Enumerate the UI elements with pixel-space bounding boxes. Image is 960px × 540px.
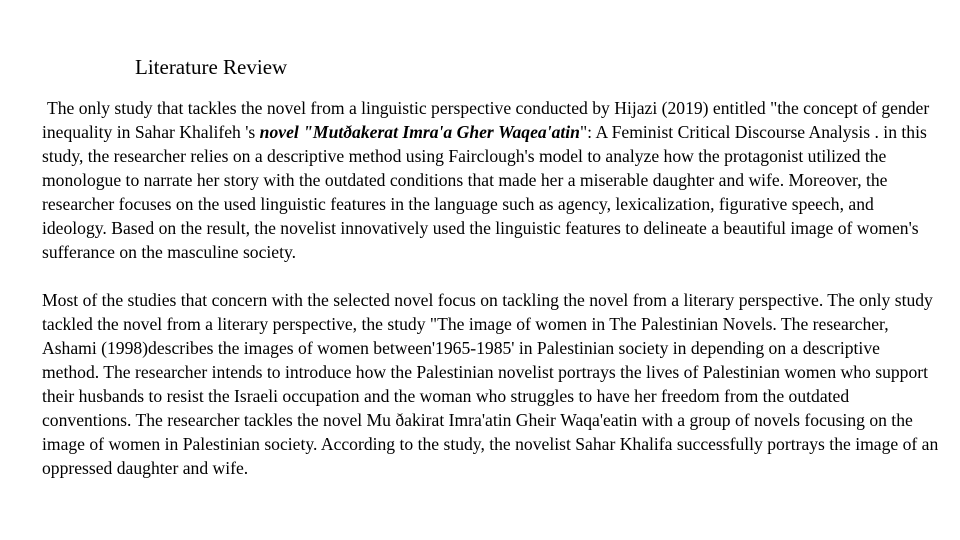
novel-title-emphasis: novel "Mutðakerat Imra'a Gher Waqea'atin: [259, 122, 580, 142]
paragraph-ashami-study: Most of the studies that concern with the selected novel focus on tackling the novel from a literary perspective. The only study tackled the novel from a literary perspective, the study "The image of women in The Palestinian Novels. The researcher, Ashami (1998)describes the images of women between'1965-1985' in Palestinian society in depending on a descriptive method. The researcher intends to introduce how the Palestinian novelist portrays the lives of Palestinian women who support their husbands to resist the Israeli occupation and the woman who struggles to have her freedom from the outdated conventions. The researcher tackles the novel Mu ðakirat Imra'atin Gheir Waqa'eatin with a group of novels focusing on the image of women in Palestinian society. According to the study, the novelist Sahar Khalifa successfully portrays the image of an oppressed daughter and wife.: [42, 290, 939, 478]
paragraph-1-text-start: The only study that tackles the novel from a linguistic perspective conducted by Hijazi (2019) entitled "the concept of gender inequality in Sahar Khalifeh 's: [42, 98, 930, 142]
paragraph-1-text-end: ": A Feminist Critical Discourse Analysis . in this study, the researcher relies on a descriptive method using Fairclough's model to analyze how the protagonist utilized the monologue to narrate her story with the outdated conditions that made her a miserable daughter and wife. Moreover, the researcher focuses on the used linguistic features in the language such as agency, lexicalization, figurative speech, and ideology. Based on the result, the novelist innovatively used the linguistic features to delineate a beautiful image of women's sufferance on the masculine society.: [42, 122, 927, 262]
paragraph-hijazi-study: [42, 96, 940, 264]
slide-title: Literature Review: [135, 55, 288, 79]
slide-body: [42, 96, 940, 480]
